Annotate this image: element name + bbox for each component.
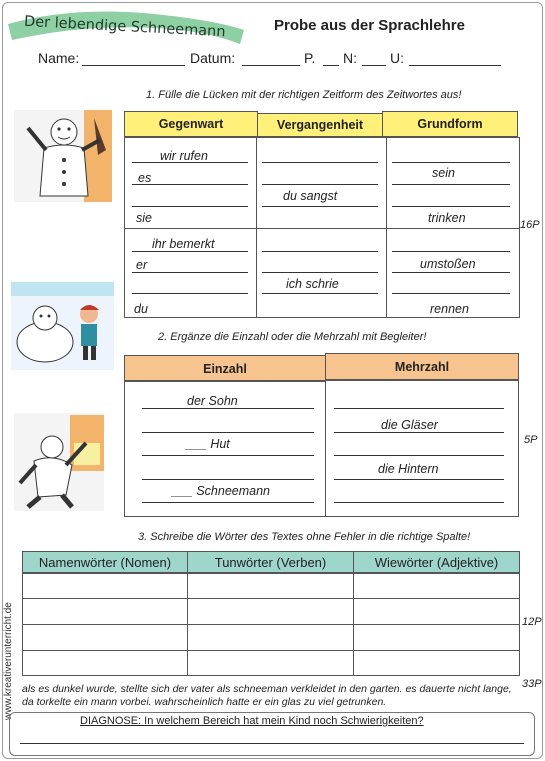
task3-instruction: 3. Schreibe die Wörter des Textes ohne Fehler in die richtige Spalte! <box>138 531 471 543</box>
datum-field[interactable] <box>242 65 300 66</box>
row-divider <box>22 624 520 625</box>
answer-line[interactable] <box>262 184 378 185</box>
banner-text: Der lebendige Schneemann <box>23 13 226 41</box>
answer-line[interactable] <box>262 293 378 294</box>
snowman-falling-illustration <box>14 413 104 511</box>
header-grundform: Grundform <box>382 111 518 137</box>
answer-line[interactable] <box>334 479 504 480</box>
answer-line[interactable] <box>334 502 504 503</box>
task2-points: 5P <box>524 434 538 446</box>
answer-line[interactable] <box>262 272 378 273</box>
diagnose-label: DIAGNOSE: In welchem Bereich hat mein Kind noch Schwierigkeiten? <box>80 715 424 727</box>
answer-line[interactable] <box>132 272 248 273</box>
row-divider <box>22 650 520 651</box>
header-fields <box>38 50 508 68</box>
task2-instruction: 2. Ergänze die Einzahl oder die Mehrzahl mit Begleiter! <box>158 331 427 343</box>
col-divider <box>325 380 326 517</box>
snowman-waving-illustration <box>14 110 112 202</box>
u-label: U: <box>390 50 404 66</box>
task1-points: 16P <box>520 219 540 231</box>
side-url: www.kreativerunterricht.de <box>3 602 14 720</box>
answer-line[interactable] <box>392 272 510 273</box>
datum-label: Datum: <box>190 50 236 66</box>
given-verb: es <box>138 171 152 185</box>
total-points: 33P <box>522 678 542 690</box>
title-banner <box>4 4 248 48</box>
answer-line[interactable] <box>262 206 378 207</box>
header-adjektive: Wiewörter (Adjektive) <box>353 551 520 573</box>
answer-line[interactable] <box>262 162 378 163</box>
answer-line[interactable] <box>392 162 510 163</box>
answer-line[interactable] <box>142 455 314 456</box>
answer-line[interactable] <box>142 479 314 480</box>
answer-line[interactable] <box>132 251 248 252</box>
given-verb: wir rufen <box>160 149 208 163</box>
p-label: P. <box>304 50 316 66</box>
given-verb: sie <box>136 211 152 225</box>
answer-line[interactable] <box>334 432 504 433</box>
row-divider <box>22 598 520 599</box>
header-einzahl: Einzahl <box>124 355 326 382</box>
answer-line[interactable] <box>132 206 248 207</box>
answer-line[interactable] <box>262 251 378 252</box>
name-field[interactable] <box>82 65 185 66</box>
given-verb: umstoßen <box>420 257 476 271</box>
answer-line[interactable] <box>392 251 510 252</box>
answer-line[interactable] <box>392 293 510 294</box>
given-noun: der Sohn <box>187 394 238 408</box>
given-noun: die Gläser <box>381 418 438 432</box>
diagnose-field[interactable] <box>20 743 524 744</box>
given-verb: sein <box>432 166 455 180</box>
given-verb: ich schrie <box>286 277 339 291</box>
header-nomen: Namenwörter (Nomen) <box>22 551 188 573</box>
header-verben: Tunwörter (Verben) <box>187 551 354 573</box>
given-verb: du sangst <box>283 189 338 203</box>
page-title: Probe aus der Sprachlehre <box>274 17 465 34</box>
answer-line[interactable] <box>142 408 314 409</box>
given-verb: rennen <box>430 302 469 316</box>
answer-line[interactable] <box>142 432 314 433</box>
given-noun: ___ Schneemann <box>172 484 270 498</box>
answer-line[interactable] <box>132 293 248 294</box>
header-gegenwart: Gegenwart <box>124 111 258 137</box>
task3-points: 12P <box>522 616 542 628</box>
task1-instruction: 1. Fülle die Lücken mit der richtigen Zeitform des Zeitwortes aus! <box>146 89 462 101</box>
answer-line[interactable] <box>334 408 504 409</box>
row-divider <box>124 228 520 229</box>
given-verb: trinken <box>428 211 466 225</box>
given-noun: die Hintern <box>378 462 439 476</box>
given-verb: du <box>134 302 148 316</box>
answer-line[interactable] <box>334 455 504 456</box>
diagnose-box <box>9 712 535 756</box>
dictation-text: als es dunkel wurde, stellte sich der vater als schneeman verkleidet in den garten. es dauerte nicht lange, da torkelte ein mann vorbei. wahrscheinlich hatte er ein glas zu viel getrunken. <box>22 683 512 708</box>
answer-line[interactable] <box>392 206 510 207</box>
n-label: N: <box>343 50 357 66</box>
given-verb: ihr bemerkt <box>152 237 215 251</box>
p-field[interactable] <box>323 65 339 66</box>
u-field[interactable] <box>409 65 501 66</box>
answer-line[interactable] <box>392 184 510 185</box>
name-label: Name: <box>38 50 80 66</box>
snowman-and-boy-illustration <box>11 282 114 370</box>
header-vergangenheit: Vergangenheit <box>257 113 383 137</box>
answer-line[interactable] <box>142 502 314 503</box>
given-verb: er <box>136 258 148 272</box>
header-mehrzahl: Mehrzahl <box>325 353 519 380</box>
n-field[interactable] <box>362 65 386 66</box>
given-noun: ___ Hut <box>186 437 230 451</box>
